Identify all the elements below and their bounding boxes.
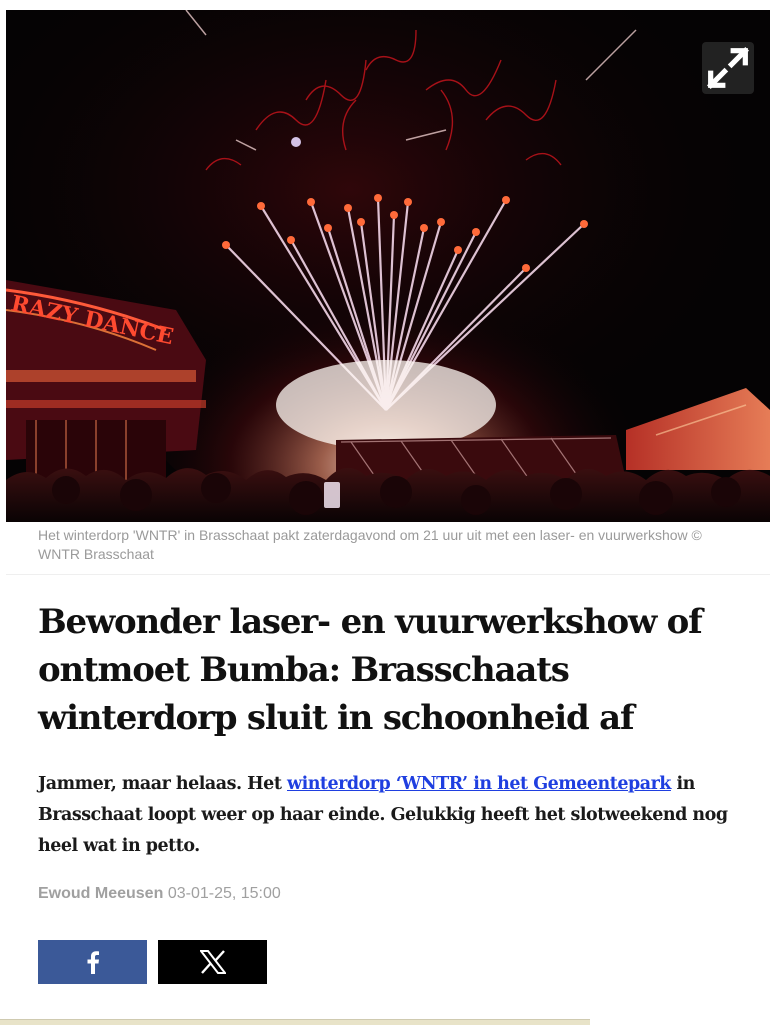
share-facebook-button[interactable]: [38, 940, 147, 984]
x-icon: [200, 950, 226, 974]
intro-text-before: Jammer, maar helaas. Het: [38, 774, 287, 794]
share-x-button[interactable]: [158, 940, 267, 984]
article-headline: Bewonder laser- en vuurwerkshow of ontmoet Bumba: Brasschaats winterdorp sluit in schoonheid af: [38, 602, 702, 738]
ride-sign-text: RAZY DANCE: [8, 290, 176, 351]
expand-arrows-icon: [702, 10, 754, 324]
author-name[interactable]: Ewoud Meeusen: [38, 885, 164, 902]
bottom-bar: [0, 1019, 590, 1025]
expand-image-button[interactable]: [702, 42, 754, 94]
article-intro: [38, 769, 738, 862]
facebook-icon: [86, 950, 100, 974]
publish-date: 03-01-25, 15:00: [167, 885, 281, 902]
article-byline: [38, 885, 281, 903]
winterdorp-link[interactable]: winterdorp ‘WNTR’ in het Gemeentepark: [287, 774, 671, 794]
fireworks-photo: [6, 10, 770, 522]
caption-divider: [6, 574, 770, 575]
image-caption: Het winterdorp 'WNTR' in Brasschaat pakt zaterdagavond om 21 uur uit met een laser- en vuurwerkshow © WNTR Brasschaat: [38, 527, 702, 562]
intro-text-after: in Brasschaat loopt weer op haar einde. Gelukkig heeft het slotweekend nog heel wat in petto.: [38, 774, 728, 856]
article-hero-image: [6, 10, 770, 522]
